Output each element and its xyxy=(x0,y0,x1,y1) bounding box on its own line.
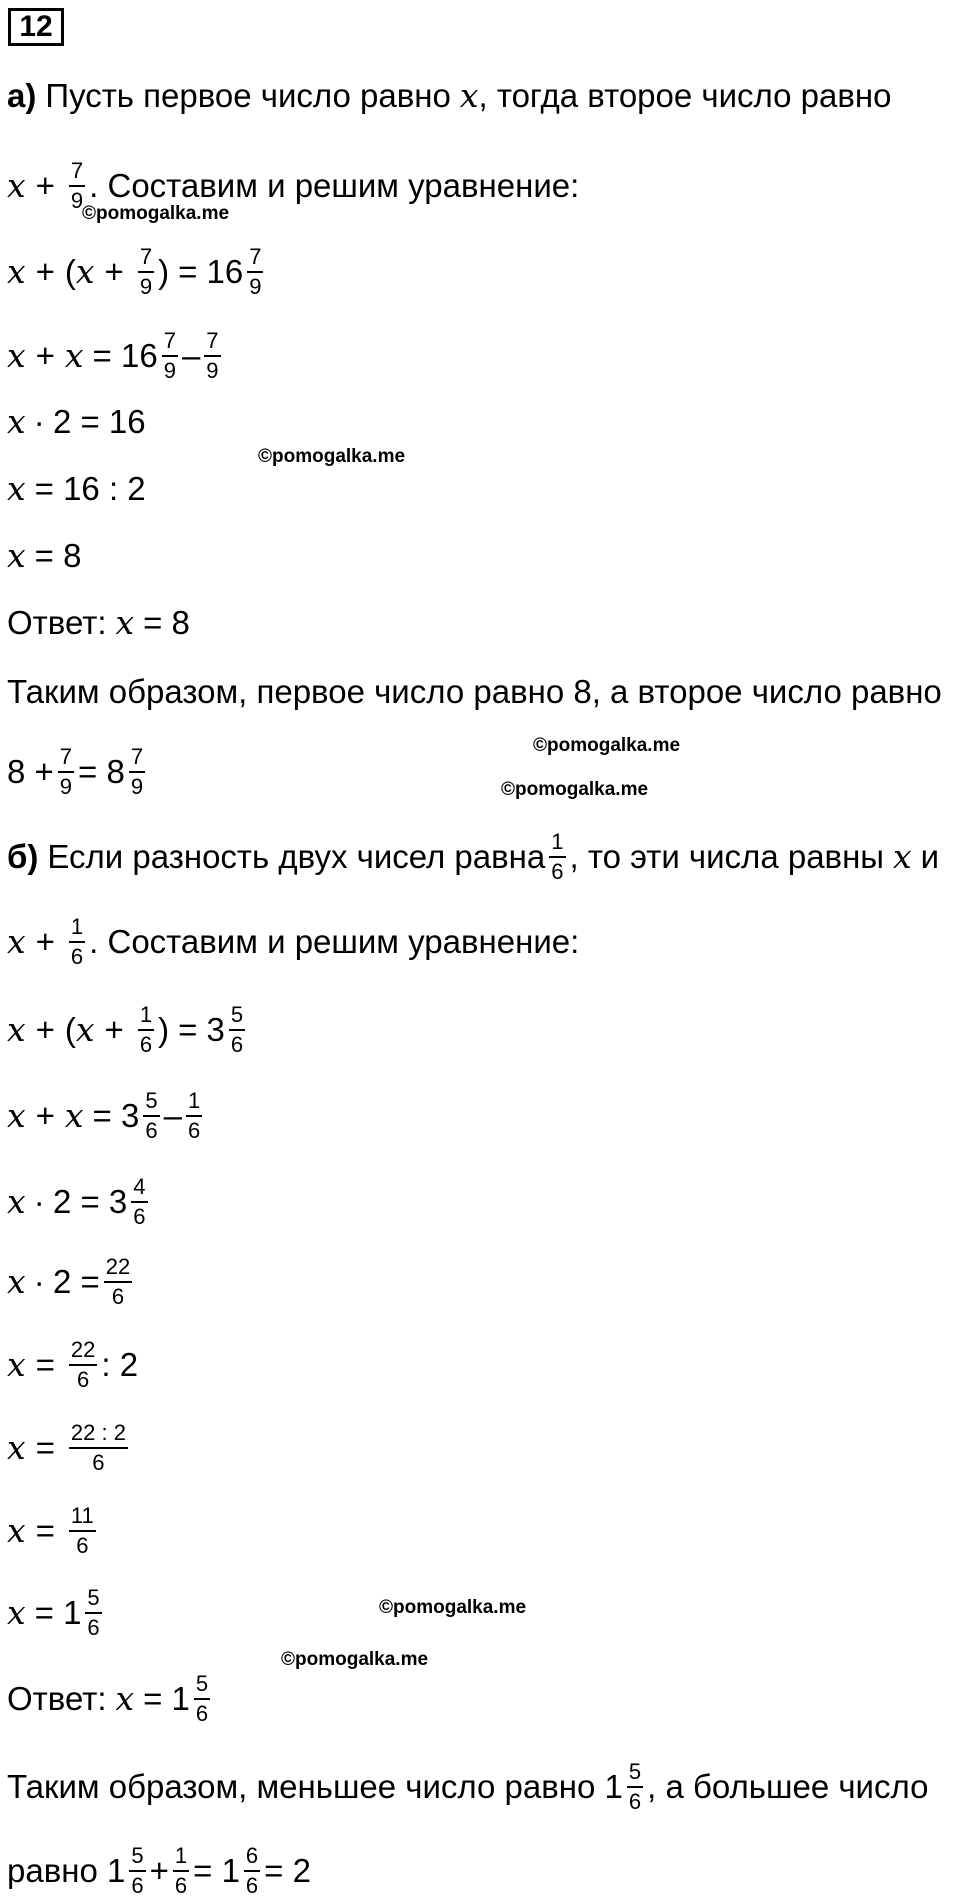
watermark: ©pomogalka.me xyxy=(82,203,230,224)
a-eq3: ∙ 2 = 16 xyxy=(34,403,146,440)
b-final-mid: = 1 xyxy=(193,1852,240,1889)
a-answer-line: Ответ: x = 8 xyxy=(7,603,190,642)
a-intro-text-1: Пусть первое число равно xyxy=(45,77,451,114)
a-eq1-right: = 16 xyxy=(178,253,244,290)
variable-x: x xyxy=(7,166,26,205)
b-intro-text-2: , то эти числа равны xyxy=(569,838,885,875)
a-label: а) xyxy=(7,77,37,114)
b-second-number-line: x + $\frac{1}{6}$ . Составим и решим уравнение: xyxy=(7,914,580,969)
b-equation-5: x = $\frac{22}{6}$ : 2 xyxy=(7,1337,139,1392)
task-number: 12 xyxy=(19,10,53,43)
variable-x: x xyxy=(459,76,479,115)
a-final-line: 8 + $\frac{7}{9}$ = 8 $\frac{7}{9}$ xyxy=(7,744,144,799)
a-eq5: = 8 xyxy=(34,537,82,574)
b-intro-line: б) Если разность двух чисел равна $\frac{1}{6}$ , то эти числа равны x и xyxy=(7,829,940,884)
b-final-word: равно 1 xyxy=(7,1852,126,1889)
task-number-box xyxy=(8,8,64,46)
b-intro-text-3: и xyxy=(920,838,940,875)
a-equation-4: x = 16 : 2 xyxy=(7,469,146,508)
fraction-7-9: $\frac{7}{9}$ xyxy=(70,158,84,213)
a-answer-label: Ответ: xyxy=(7,604,107,641)
a-intro-text-2: , тогда второе число равно xyxy=(478,77,892,114)
a-second-number-line: x + $\frac{7}{9}$ . Составим и решим уравнение: xyxy=(7,158,580,213)
a-conclusion xyxy=(7,672,942,712)
b-conclusion-text-2: , а большее число xyxy=(647,1768,929,1805)
b-conclusion-text-1: Таким образом, меньшее число равно 1 xyxy=(7,1768,623,1805)
b-label: б) xyxy=(7,838,39,875)
b-equation-6: x = $\frac{22 : 2}{6}$ xyxy=(7,1420,126,1475)
a-equation-3: x ∙ 2 = 16 xyxy=(7,402,146,441)
b-eq4: ∙ 2 = xyxy=(34,1263,100,1300)
watermark: ©pomogalka.me xyxy=(501,779,649,800)
b-answer-line: Ответ: x = 1 $\frac{5}{6}$ xyxy=(7,1671,209,1726)
a-final-left: 8 + xyxy=(7,753,54,790)
b-equation-8: x = 1 $\frac{5}{6}$ xyxy=(7,1585,100,1640)
a-equation-5: x = 8 xyxy=(7,536,82,575)
watermark: ©pomogalka.me xyxy=(533,735,681,756)
b-equation-3: x ∙ 2 = 3 $\frac{4}{6}$ xyxy=(7,1174,146,1229)
a-final-mid: = 8 xyxy=(78,753,125,790)
b-eq8: = 1 xyxy=(34,1594,82,1631)
b-eq2-mid: = 3 xyxy=(92,1097,140,1134)
a-equation-1: x + ( x + $\frac{7}{9}$ ) = 16 $\frac{7}{9}$ xyxy=(7,244,262,299)
b-compose-text: . Составим и решим уравнение: xyxy=(89,923,580,960)
b-equation-2: x + x = 3 $\frac{5}{6}$ – $\frac{1}{6}$ xyxy=(7,1088,201,1143)
a-eq4: = 16 : 2 xyxy=(34,470,146,507)
b-equation-1: x + ( x + $\frac{1}{6}$ ) = 3 $\frac{5}{6}$ xyxy=(7,1002,244,1057)
watermark: ©pomogalka.me xyxy=(258,446,406,467)
b-answer-value: = 1 xyxy=(143,1680,190,1717)
b-answer-label: Ответ: xyxy=(7,1680,107,1717)
b-eq5-tail: : 2 xyxy=(101,1346,139,1383)
watermark: ©pomogalka.me xyxy=(281,1649,429,1670)
b-eq1-right: = 3 xyxy=(178,1011,225,1048)
b-equation-7: x = $\frac{11}{6}$ xyxy=(7,1503,94,1558)
b-intro-text-1: Если разность двух чисел равна xyxy=(47,838,546,875)
b-eq3: ∙ 2 = 3 xyxy=(34,1183,128,1220)
a-answer-value: = 8 xyxy=(143,604,190,641)
b-final-line: равно 1 $\frac{5}{6}$ + $\frac{1}{6}$ = 1 $\frac{6}{6}$ = 2 xyxy=(7,1843,311,1898)
a-conclusion-text: Таким образом, первое число равно 8, а второе число равно xyxy=(7,673,942,710)
b-eq6-numerator: 22 : 2 xyxy=(70,1420,126,1445)
a-compose-text: . Составим и решим уравнение: xyxy=(89,167,580,204)
b-equation-4: x ∙ 2 = $\frac{22}{6}$ xyxy=(7,1254,131,1309)
watermark: ©pomogalka.me xyxy=(379,1597,527,1618)
a-eq2-mid: = 16 xyxy=(92,337,158,374)
a-equation-2: x + x = 16 $\frac{7}{9}$ – $\frac{7}{9}$ xyxy=(7,328,219,383)
b-final-end: = 2 xyxy=(264,1852,311,1889)
a-intro-line xyxy=(7,76,891,116)
b-conclusion: Таким образом, меньшее число равно 1 $\frac{5}{6}$ , а большее число xyxy=(7,1759,929,1814)
